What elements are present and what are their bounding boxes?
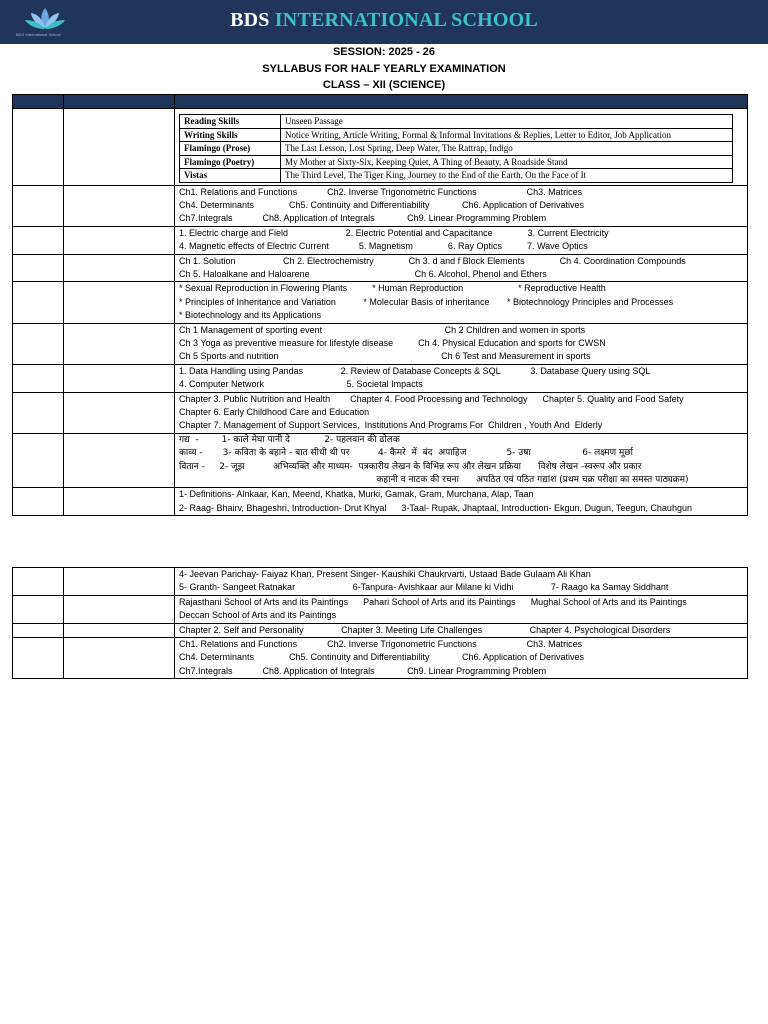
syllabus-line: Ch 3 Yoga as preventive measure for lifestyle disease Ch 4. Physical Education and sports for CWSN — [179, 337, 606, 348]
english-value: Unseen Passage — [281, 115, 733, 129]
syllabus-line: 5- Granth- Sangeet Ratnakar 6-Tanpura- Avishkaar aur Milane ki Vidhi 7- Raago ka Samay Siddhant — [179, 582, 669, 593]
school-name — [0, 9, 768, 32]
syllabus-line: Ch 5 Sports and nutrition Ch 6 Test and Measurement in sports — [179, 351, 591, 362]
syllabus-line: कहानी व नाटक की रचना अपठित एवं पठित गद्यांश (प्रथम चक्र परीक्षा का समस्त पाठ्यक्रम) — [179, 475, 689, 486]
class-title: CLASS – XII (SCIENCE) — [322, 79, 446, 91]
syllabus-line: * Principles of Inheritance and Variation * Molecular Basis of inheritance * Biotechnology Principles and Processes — [179, 296, 674, 307]
english-label: Writing Skills — [180, 128, 281, 142]
table-row-home-science — [13, 392, 748, 433]
table-row-painting — [13, 595, 748, 623]
table-row-music-continued — [13, 568, 748, 596]
syllabus-line: Chapter 3. Public Nutrition and Health Chapter 4. Food Processing and Technology Chapter 5. Quality and Food Safety — [179, 393, 684, 404]
syllabus-line: * Sexual Reproduction in Flowering Plants * Human Reproduction * Reproductive Health — [179, 283, 606, 294]
syllabus-line: 1- Definitions- Alnkaar, Kan, Meend, Khatka, Murki, Gamak, Gram, Murchana, Alap, Taan — [179, 489, 534, 500]
syllabus-line: 4. Computer Network 5. Societal Impacts — [179, 379, 423, 390]
table-row-physics — [13, 226, 748, 254]
english-value: The Last Lesson, Lost Spring, Deep Water, The Rattrap, Indigo — [281, 142, 733, 156]
table-header-row — [13, 95, 748, 109]
table-row-chemistry — [13, 254, 748, 282]
english-value: My Mother at Sixty-Six, Keeping Quiet, A Thing of Beauty, A Roadside Stand — [281, 155, 733, 169]
table-row-physical-education — [13, 323, 748, 364]
school-name-part1: BDS — [230, 9, 270, 31]
english-label: Flamingo (Prose) — [180, 142, 281, 156]
syllabus-line: Ch7.Integrals Ch8. Application of Integrals Ch9. Linear Programming Problem — [179, 213, 547, 224]
english-label: Flamingo (Poetry) — [180, 155, 281, 169]
session-title: SESSION: 2025 - 26 — [332, 46, 436, 58]
english-label: Reading Skills — [180, 115, 281, 129]
table-row-maths-2 — [13, 638, 748, 679]
table-row-informatics-practices — [13, 364, 748, 392]
syllabus-title: SYLLABUS FOR HALF YEARLY EXAMINATION — [262, 63, 506, 75]
syllabus-line: 1. Electric charge and Field 2. Electric Potential and Capacitance 3. Current Electricity — [179, 227, 609, 238]
english-syllabus-table — [179, 114, 733, 183]
table-row-english — [13, 109, 748, 186]
syllabus-line: Ch 1 Management of sporting event Ch 2 Children and women in sports — [179, 324, 586, 335]
syllabus-line: Ch7.Integrals Ch8. Application of Integrals Ch9. Linear Programming Problem — [179, 665, 547, 676]
syllabus-line: Ch 5. Haloalkane and Haloarene Ch 6. Alcohol, Phenol and Ethers — [179, 268, 547, 279]
table-row-maths — [13, 185, 748, 226]
syllabus-table-continued — [12, 567, 748, 679]
syllabus-line: Ch1. Relations and Functions Ch2. Inverse Trigonometric Functions Ch3. Matrices — [179, 186, 583, 197]
syllabus-line: 2- Raag- Bhairv, Bhageshri, Introduction- Drut Khyal 3-Taal- Rupak, Jhaptaal, Introduction- Ekgun, Dugun, Teegun, Chauhgun — [179, 502, 692, 513]
table-row-music — [13, 488, 748, 516]
syllabus-line: Ch4. Determinants Ch5. Continuity and Differentiability Ch6. Application of Derivatives — [179, 652, 585, 663]
school-name-part2: INTERNATIONAL SCHOOL — [274, 9, 538, 31]
syllabus-line: गद्य - 1- काले मेघा पानी दे 2- पहलवान की ढोलक — [179, 434, 400, 445]
english-value: The Third Level, The Tiger King, Journey to the End of the Earth, On the Face of It — [281, 169, 733, 183]
english-label: Vistas — [180, 169, 281, 183]
syllabus-line: Ch4. Determinants Ch5. Continuity and Differentiability Ch6. Application of Derivatives — [179, 199, 585, 210]
english-value: Notice Writing, Article Writing, Formal & Informal Invitations & Replies, Letter to Editor, Job Application — [281, 128, 733, 142]
header-banner — [0, 0, 768, 44]
syllabus-line: 4- Jeevan Parichay- Faiyaz Khan, Present Singer- Kaushiki Chaukrvarti, Ustaad Bade Gulaam Ali Khan — [179, 569, 591, 579]
syllabus-line: 4. Magnetic effects of Electric Current 5. Magnetism 6. Ray Optics 7. Wave Optics — [179, 241, 588, 252]
table-row-psychology — [13, 623, 748, 637]
syllabus-line: 1. Data Handling using Pandas 2. Review of Database Concepts & SQL 3. Database Query using SQL — [179, 365, 651, 376]
logo-caption: BDS International School — [16, 32, 61, 37]
table-row-biology — [13, 282, 748, 323]
syllabus-line: Deccan School of Arts and its Paintings — [179, 610, 337, 621]
syllabus-line: * Biotechnology and its Applications — [179, 310, 322, 321]
syllabus-line: काव्य - 3- कविता के बहाने - बात सीधी थी पर 4- कैमरे में बंद अपाहिज 5- उषा 6- लक्ष्मण मूर्छा — [179, 448, 633, 459]
syllabus-line: वितान - 2- जूझ अभिव्यक्ति और माध्यम- पत्रकारीय लेखन के विभिन्न रूप और लेखन प्रक्रिया विशेष लेखन -स्वरूप और प्रकार — [179, 461, 642, 472]
syllabus-line: Ch 1. Solution Ch 2. Electrochemistry Ch 3. d and f Block Elements Ch 4. Coordination Compounds — [179, 255, 686, 266]
syllabus-line: Chapter 7. Management of Support Services, Institutions And Programs For Children , Youth And Elderly — [179, 420, 603, 431]
syllabus-table — [12, 94, 748, 516]
syllabus-line: Chapter 6. Early Childhood Care and Education — [179, 407, 370, 417]
syllabus-line: Rajasthani School of Arts and its Paintings Pahari School of Arts and its Paintings Mughal School of Arts and its Paintings — [179, 596, 687, 607]
syllabus-line: Ch1. Relations and Functions Ch2. Inverse Trigonometric Functions Ch3. Matrices — [179, 639, 583, 650]
syllabus-line: Chapter 2. Self and Personality Chapter 3. Meeting Life Challenges Chapter 4. Psychological Disorders — [179, 624, 671, 635]
table-row-hindi — [13, 433, 748, 488]
